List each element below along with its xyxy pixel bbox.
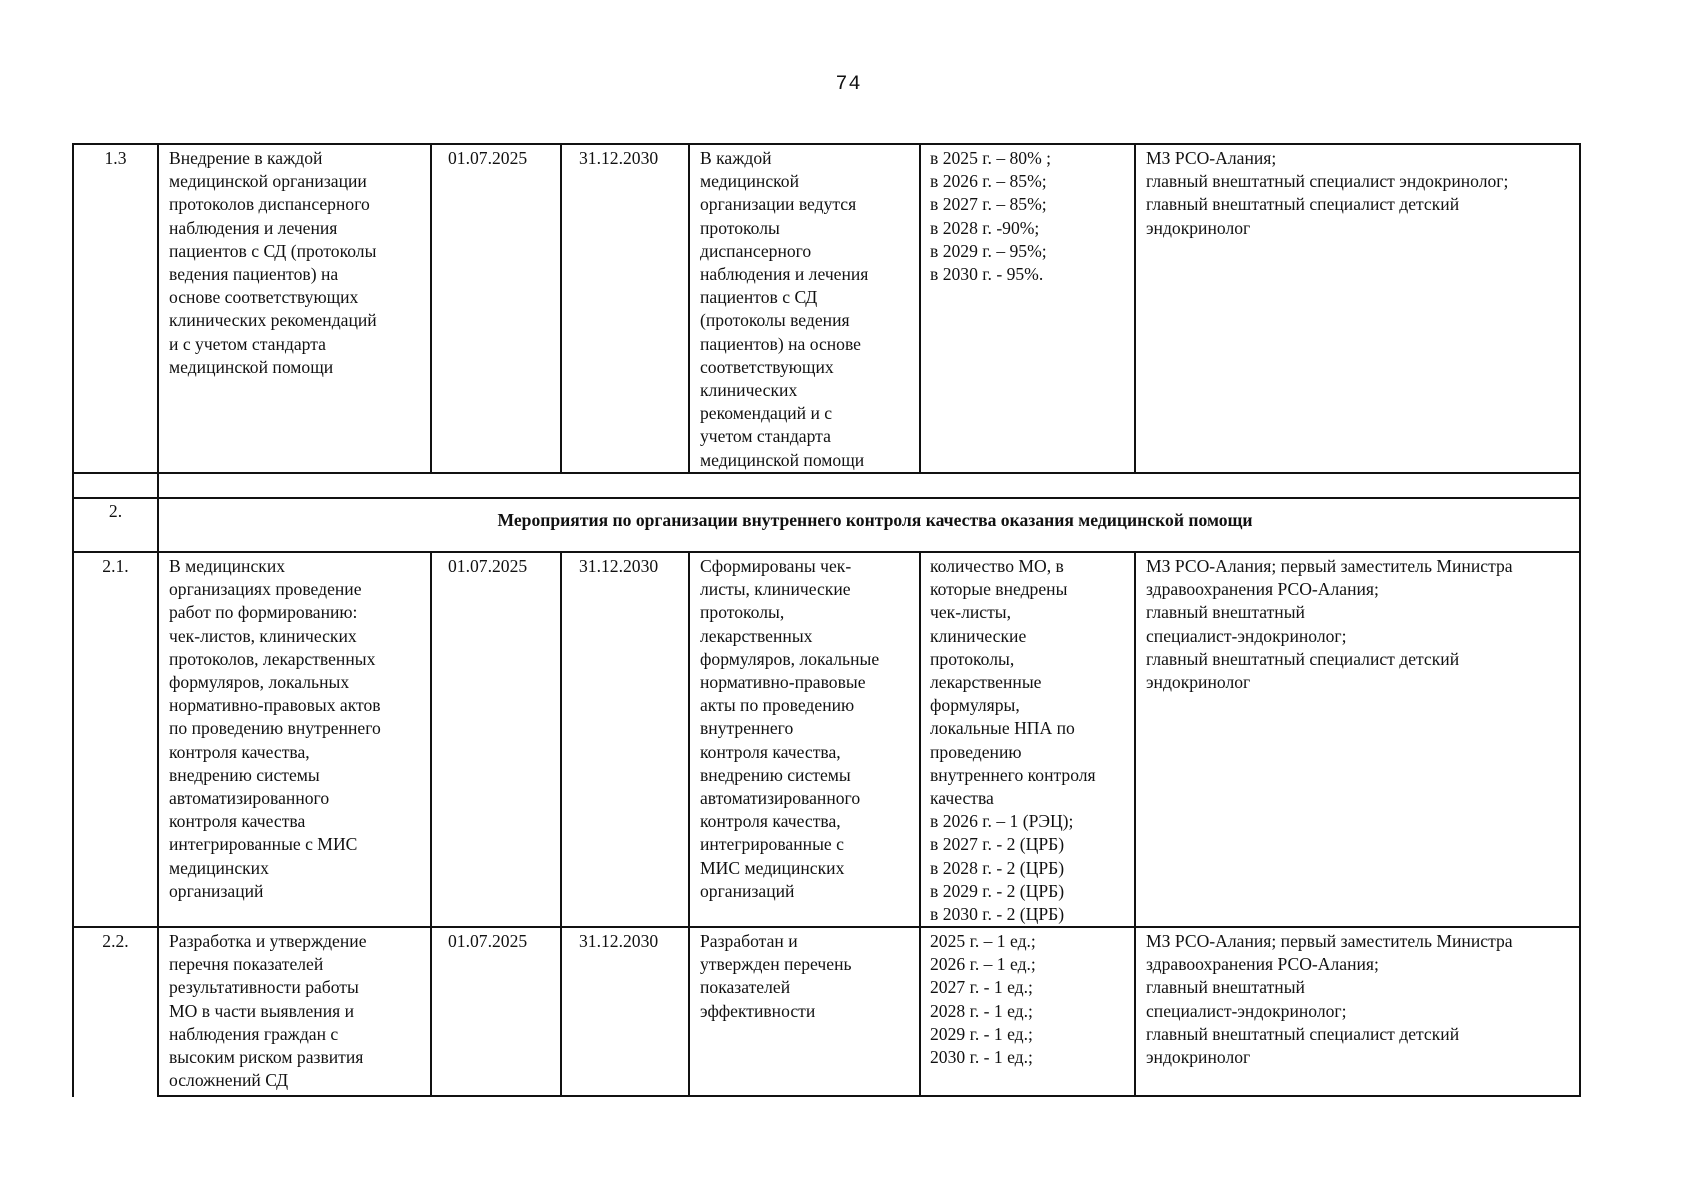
section-number: 2. — [108, 501, 123, 521]
row-2-1-number: 2.1. — [102, 556, 129, 576]
column-border — [688, 143, 690, 474]
section-title: Мероприятия по организации внутреннего контроля качества оказания медицинской помощи — [497, 510, 1253, 530]
row-2-2-end-date: 31.12.2030 — [579, 931, 659, 951]
row-2-1-end-date: 31.12.2030 — [579, 556, 659, 576]
row-2-2-responsible: МЗ РСО-Алания; первый заместитель Министра здравоохранения РСО-Алания; главный внештатный специалист-эндокринолог; главный внештатный специалист детский эндокринолог — [1146, 931, 1513, 1068]
column-border — [560, 143, 562, 474]
row-1-3-end-date: 31.12.2030 — [579, 148, 659, 168]
row-2-1-indicator: количество МО, в которые внедрены чек-листы, клинические протоколы, лекарственные формуляры, локальные НПА по проведению внутреннего контроля качества в 2026 г. – 1 (РЭЦ); в 2027 г. - 2 (ЦРБ) в 2028 г. - 2 (ЦРБ) в 2029 г. - 2 (ЦРБ) в 2030 г. - 2 (ЦРБ) — [930, 556, 1096, 925]
row-1-3-responsible: МЗ РСО-Алания; главный внештатный специалист эндокринолог; главный внештатный специалист детский эндокринолог — [1146, 148, 1509, 238]
column-border — [560, 551, 562, 1097]
row-1-3-activity: Внедрение в каждой медицинской организации протоколов диспансерного наблюдения и лечения пациентов с СД (протоколы ведения пациентов) на основе соответствующих клинических рекомендаций и с учетом стандарта медицинской помощи — [169, 148, 377, 377]
row-border — [72, 551, 1581, 553]
row-2-2-number: 2.2. — [102, 931, 129, 951]
row-1-3-start-date: 01.07.2025 — [448, 148, 528, 168]
row-2-1-result: Сформированы чек- листы, клинические протоколы, лекарственных формуляров, локальные нормативно-правовые акты по проведению внутреннего контроля качества, внедрению системы автоматизированного контроля качества, интегрированные с МИС медицинских организаций — [700, 556, 880, 901]
row-1-3-result: В каждой медицинской организации ведутся протоколы диспансерного наблюдения и лечения пациентов с СД (протоколы ведения пациентов) на основе соответствующих клинических рекомендаций и с учетом стандарта медицинской помощи — [700, 148, 869, 470]
column-border — [72, 143, 74, 1097]
row-2-2-start-date: 01.07.2025 — [448, 931, 528, 951]
row-border — [157, 1095, 1581, 1097]
row-2-2-indicator: 2025 г. – 1 ед.; 2026 г. – 1 ед.; 2027 г. - 1 ед.; 2028 г. - 1 ед.; 2029 г. - 1 ед.; 2030 г. - 1 ед.; — [930, 931, 1036, 1068]
row-2-1-start-date: 01.07.2025 — [448, 556, 528, 576]
row-border — [72, 926, 1581, 928]
column-border — [1579, 143, 1581, 1097]
row-2-1-responsible: МЗ РСО-Алания; первый заместитель Министра здравоохранения РСО-Алания; главный внештатный специалист-эндокринолог; главный внештатный специалист детский эндокринолог — [1146, 556, 1513, 693]
row-1-3-indicator: в 2025 г. – 80% ; в 2026 г. – 85%; в 2027 г. – 85%; в 2028 г. -90%; в 2029 г. – 95%; в 2030 г. - 95%. — [930, 148, 1052, 285]
row-2-1-activity: В медицинских организациях проведение работ по формированию: чек-листов, клинических протоколов, лекарственных формуляров, локальных нормативно-правовых актов по проведению внутреннего контроля качества, внедрению системы автоматизированного контроля качества интегрированные с МИС медицинских организаций — [169, 556, 381, 901]
column-border — [157, 143, 159, 1097]
row-2-2-activity: Разработка и утверждение перечня показателей результативности работы МО в части выявления и наблюдения граждан с высоким риском развития осложнений СД — [169, 931, 367, 1091]
row-border — [72, 497, 1581, 499]
row-1-3-number: 1.3 — [104, 148, 127, 168]
row-border — [72, 143, 1581, 145]
column-border — [688, 551, 690, 1097]
row-border — [72, 472, 1581, 474]
row-2-2-result: Разработан и утвержден перечень показателей эффективности — [700, 931, 852, 1021]
page-number: 74 — [835, 73, 862, 96]
